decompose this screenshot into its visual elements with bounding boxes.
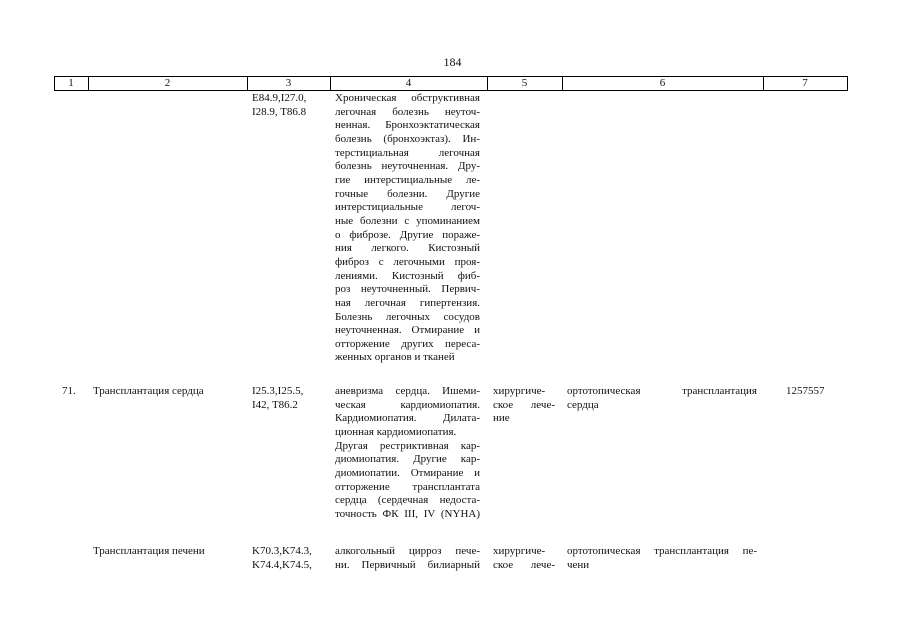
diagnosis-line: лениями. Кистозный фиб- bbox=[335, 269, 480, 282]
row-number: 71. bbox=[62, 385, 76, 397]
icd-codes-cell bbox=[252, 545, 324, 572]
header-col-5: 5 bbox=[521, 77, 528, 89]
header-col-2: 2 bbox=[164, 77, 171, 89]
diagnosis-line: неуточненная. Отмирание и bbox=[335, 324, 480, 337]
diagnosis-line: женных органов и тканей bbox=[335, 351, 455, 364]
header-col-3: 3 bbox=[285, 77, 292, 89]
icd-codes-line: E84.9,I27.0, bbox=[252, 92, 307, 104]
diagnosis-line: ния легкого. Кистозный bbox=[335, 242, 480, 255]
method-cell bbox=[567, 385, 757, 412]
header-col-4: 4 bbox=[405, 77, 412, 89]
treatment-line: хирургиче- bbox=[493, 385, 546, 397]
treatment-type-cell bbox=[493, 385, 555, 426]
icd-codes-line: I28.9, T86.8 bbox=[252, 105, 307, 118]
treatment-line: хирургиче- bbox=[493, 545, 546, 557]
icd-codes-cell bbox=[252, 385, 324, 412]
diagnosis-line: болезнь неуточненная. Дру- bbox=[335, 160, 480, 173]
header-col-7: 7 bbox=[802, 77, 808, 89]
diagnosis-line: ные болезни с упоминанием bbox=[335, 214, 480, 227]
method-line: сердца bbox=[567, 398, 599, 411]
diagnosis-line: фиброз с легочными проя- bbox=[335, 255, 480, 268]
page-number: 184 bbox=[443, 55, 462, 69]
treatment-type-cell bbox=[493, 545, 555, 572]
treatment-line: ское лече- bbox=[493, 398, 555, 411]
diagnosis-line: легочная болезнь неуточ- bbox=[335, 105, 480, 118]
diagnosis-line: отторжение других переса- bbox=[335, 337, 480, 350]
diagnosis-line: ни. Первичный билиарный bbox=[335, 558, 480, 571]
diagnosis-line: диомиопатии. Отмирание и bbox=[335, 466, 480, 479]
diagnosis-line: роз неуточненный. Первич- bbox=[335, 283, 480, 296]
icd-codes-line: I25.3,I25.5, bbox=[252, 385, 304, 397]
diagnosis-line: аневризма сердца. Ишеми- bbox=[335, 385, 480, 397]
cost-value: 1257557 bbox=[786, 385, 825, 397]
diagnosis-line: алкогольный цирроз пече- bbox=[335, 545, 480, 557]
diagnosis-line: интерстициальные легоч- bbox=[335, 201, 480, 214]
method-line: чени bbox=[567, 558, 590, 571]
diagnosis-line: отторжение трансплантата bbox=[335, 480, 480, 493]
method-line: ортотопическая трансплантация bbox=[567, 385, 757, 397]
diagnosis-line: болезнь (бронхоэктаз). Ин- bbox=[335, 132, 480, 145]
diagnosis-line: Болезнь легочных сосудов bbox=[335, 310, 480, 323]
diagnosis-line: гочные болезни. Другие bbox=[335, 187, 480, 200]
header-bottom-rule bbox=[54, 90, 848, 91]
diagnosis-line: о фиброзе. Другие пораже- bbox=[335, 228, 480, 241]
diagnosis-line: ная легочная гипертензия. bbox=[335, 296, 480, 309]
method-cell bbox=[567, 545, 757, 572]
diagnosis-line: Кардиомиопатия. Дилата- bbox=[335, 412, 480, 425]
diagnosis-line: ненная. Бронхоэктатическая bbox=[335, 119, 480, 132]
column-divider bbox=[847, 76, 848, 91]
treatment-line: ние bbox=[493, 412, 510, 425]
procedure-name: Трансплантация сердца bbox=[93, 385, 204, 397]
diagnosis-line: гие интерстициальные ле- bbox=[335, 173, 480, 186]
diagnosis-line: ционная кардиомиопатия. bbox=[335, 425, 457, 438]
diagnosis-line: точность ФК III, IV (NYHA) bbox=[335, 507, 480, 520]
icd-codes-line: K74.4,K74.5, bbox=[252, 558, 312, 571]
header-col-1: 1 bbox=[68, 77, 74, 89]
icd-codes-line: K70.3,K74.3, bbox=[252, 545, 312, 557]
diagnosis-cell bbox=[335, 92, 480, 365]
diagnosis-line: ческая кардиомиопатия. bbox=[335, 398, 480, 411]
procedure-name: Трансплантация печени bbox=[93, 545, 205, 557]
icd-codes-line: I42, T86.2 bbox=[252, 398, 298, 411]
diagnosis-cell bbox=[335, 385, 480, 522]
diagnosis-line: диомиопатия. Другие кар- bbox=[335, 453, 480, 466]
treatment-line: ское лече- bbox=[493, 558, 555, 571]
diagnosis-line: терстициальная легочная bbox=[335, 146, 480, 159]
diagnosis-line: сердца (сердечная недоста- bbox=[335, 494, 480, 507]
header-col-6: 6 bbox=[659, 77, 666, 89]
diagnosis-line: Другая рестриктивная кар- bbox=[335, 439, 480, 452]
icd-codes-cell bbox=[252, 92, 324, 119]
diagnosis-line: Хроническая обструктивная bbox=[335, 92, 480, 104]
method-line: ортотопическая трансплантация пе- bbox=[567, 545, 757, 557]
diagnosis-cell bbox=[335, 545, 480, 572]
